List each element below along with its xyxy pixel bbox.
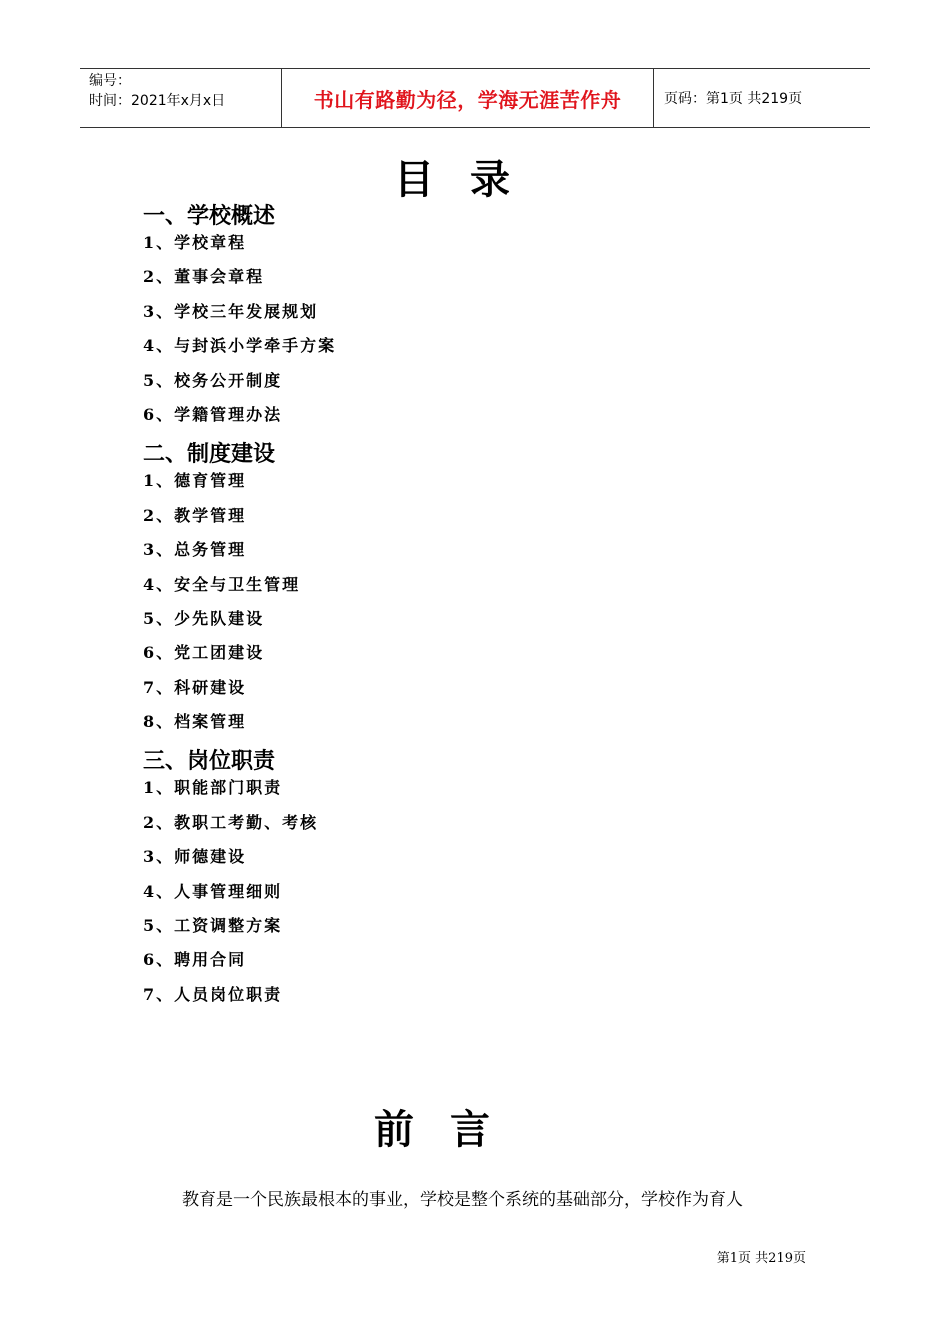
- header-meta-cell: [80, 69, 282, 127]
- toc-section-heading: 一、学校概述: [143, 204, 276, 229]
- toc-item[interactable]: 2、教职工考勤、考核: [143, 812, 319, 832]
- toc-item[interactable]: 5、少先队建设: [143, 608, 265, 628]
- toc-item[interactable]: 5、校务公开制度: [143, 370, 283, 390]
- header-page-cell: [654, 69, 870, 127]
- toc-item[interactable]: 6、学籍管理办法: [143, 404, 283, 424]
- preface-paragraph: 教育是一个民族最根本的事业，学校是整个系统的基础部分，学校作为育人: [182, 1190, 743, 1210]
- header-motto-cell: [282, 69, 654, 127]
- toc-item[interactable]: 3、总务管理: [143, 540, 247, 560]
- toc-item[interactable]: 8、档案管理: [143, 712, 247, 732]
- toc-item[interactable]: 4、安全与卫生管理: [143, 574, 301, 594]
- document-number-label: 编号：: [89, 73, 131, 89]
- toc-item[interactable]: 3、学校三年发展规划: [143, 301, 319, 321]
- toc-item[interactable]: 1、学校章程: [143, 233, 247, 252]
- toc-section-heading: 二、制度建设: [143, 442, 276, 468]
- toc-item[interactable]: 1、职能部门职责: [143, 778, 283, 798]
- header-motto: 书山有路勤为径，学海无涯苦作舟: [313, 87, 622, 112]
- toc-title: 目录: [394, 156, 546, 203]
- toc-item[interactable]: 1、德育管理: [143, 471, 247, 491]
- document-time-label: 时间：2021年x月x日: [89, 93, 226, 109]
- toc-item[interactable]: 3、师德建设: [143, 847, 247, 867]
- toc-item[interactable]: 7、科研建设: [143, 677, 247, 697]
- toc-item[interactable]: 6、聘用合同: [143, 950, 247, 970]
- toc-item[interactable]: 4、与封浜小学牵手方案: [143, 336, 337, 356]
- table-of-contents: [143, 200, 336, 1018]
- toc-section-heading: 三、岗位职责: [143, 749, 276, 775]
- toc-item[interactable]: 6、党工团建设: [143, 643, 265, 663]
- page-footer: 第1页 共219页: [716, 1251, 806, 1266]
- document-header: [80, 68, 870, 128]
- toc-item[interactable]: 2、董事会章程: [143, 267, 265, 287]
- toc-item[interactable]: 7、人员岗位职责: [143, 984, 283, 1004]
- preface-title: 前言: [374, 1106, 526, 1153]
- header-page-info: 页码：第1页 共219页: [664, 91, 803, 107]
- toc-item[interactable]: 4、人事管理细则: [143, 881, 283, 901]
- toc-item[interactable]: 2、教学管理: [143, 505, 247, 525]
- toc-item[interactable]: 5、工资调整方案: [143, 916, 283, 936]
